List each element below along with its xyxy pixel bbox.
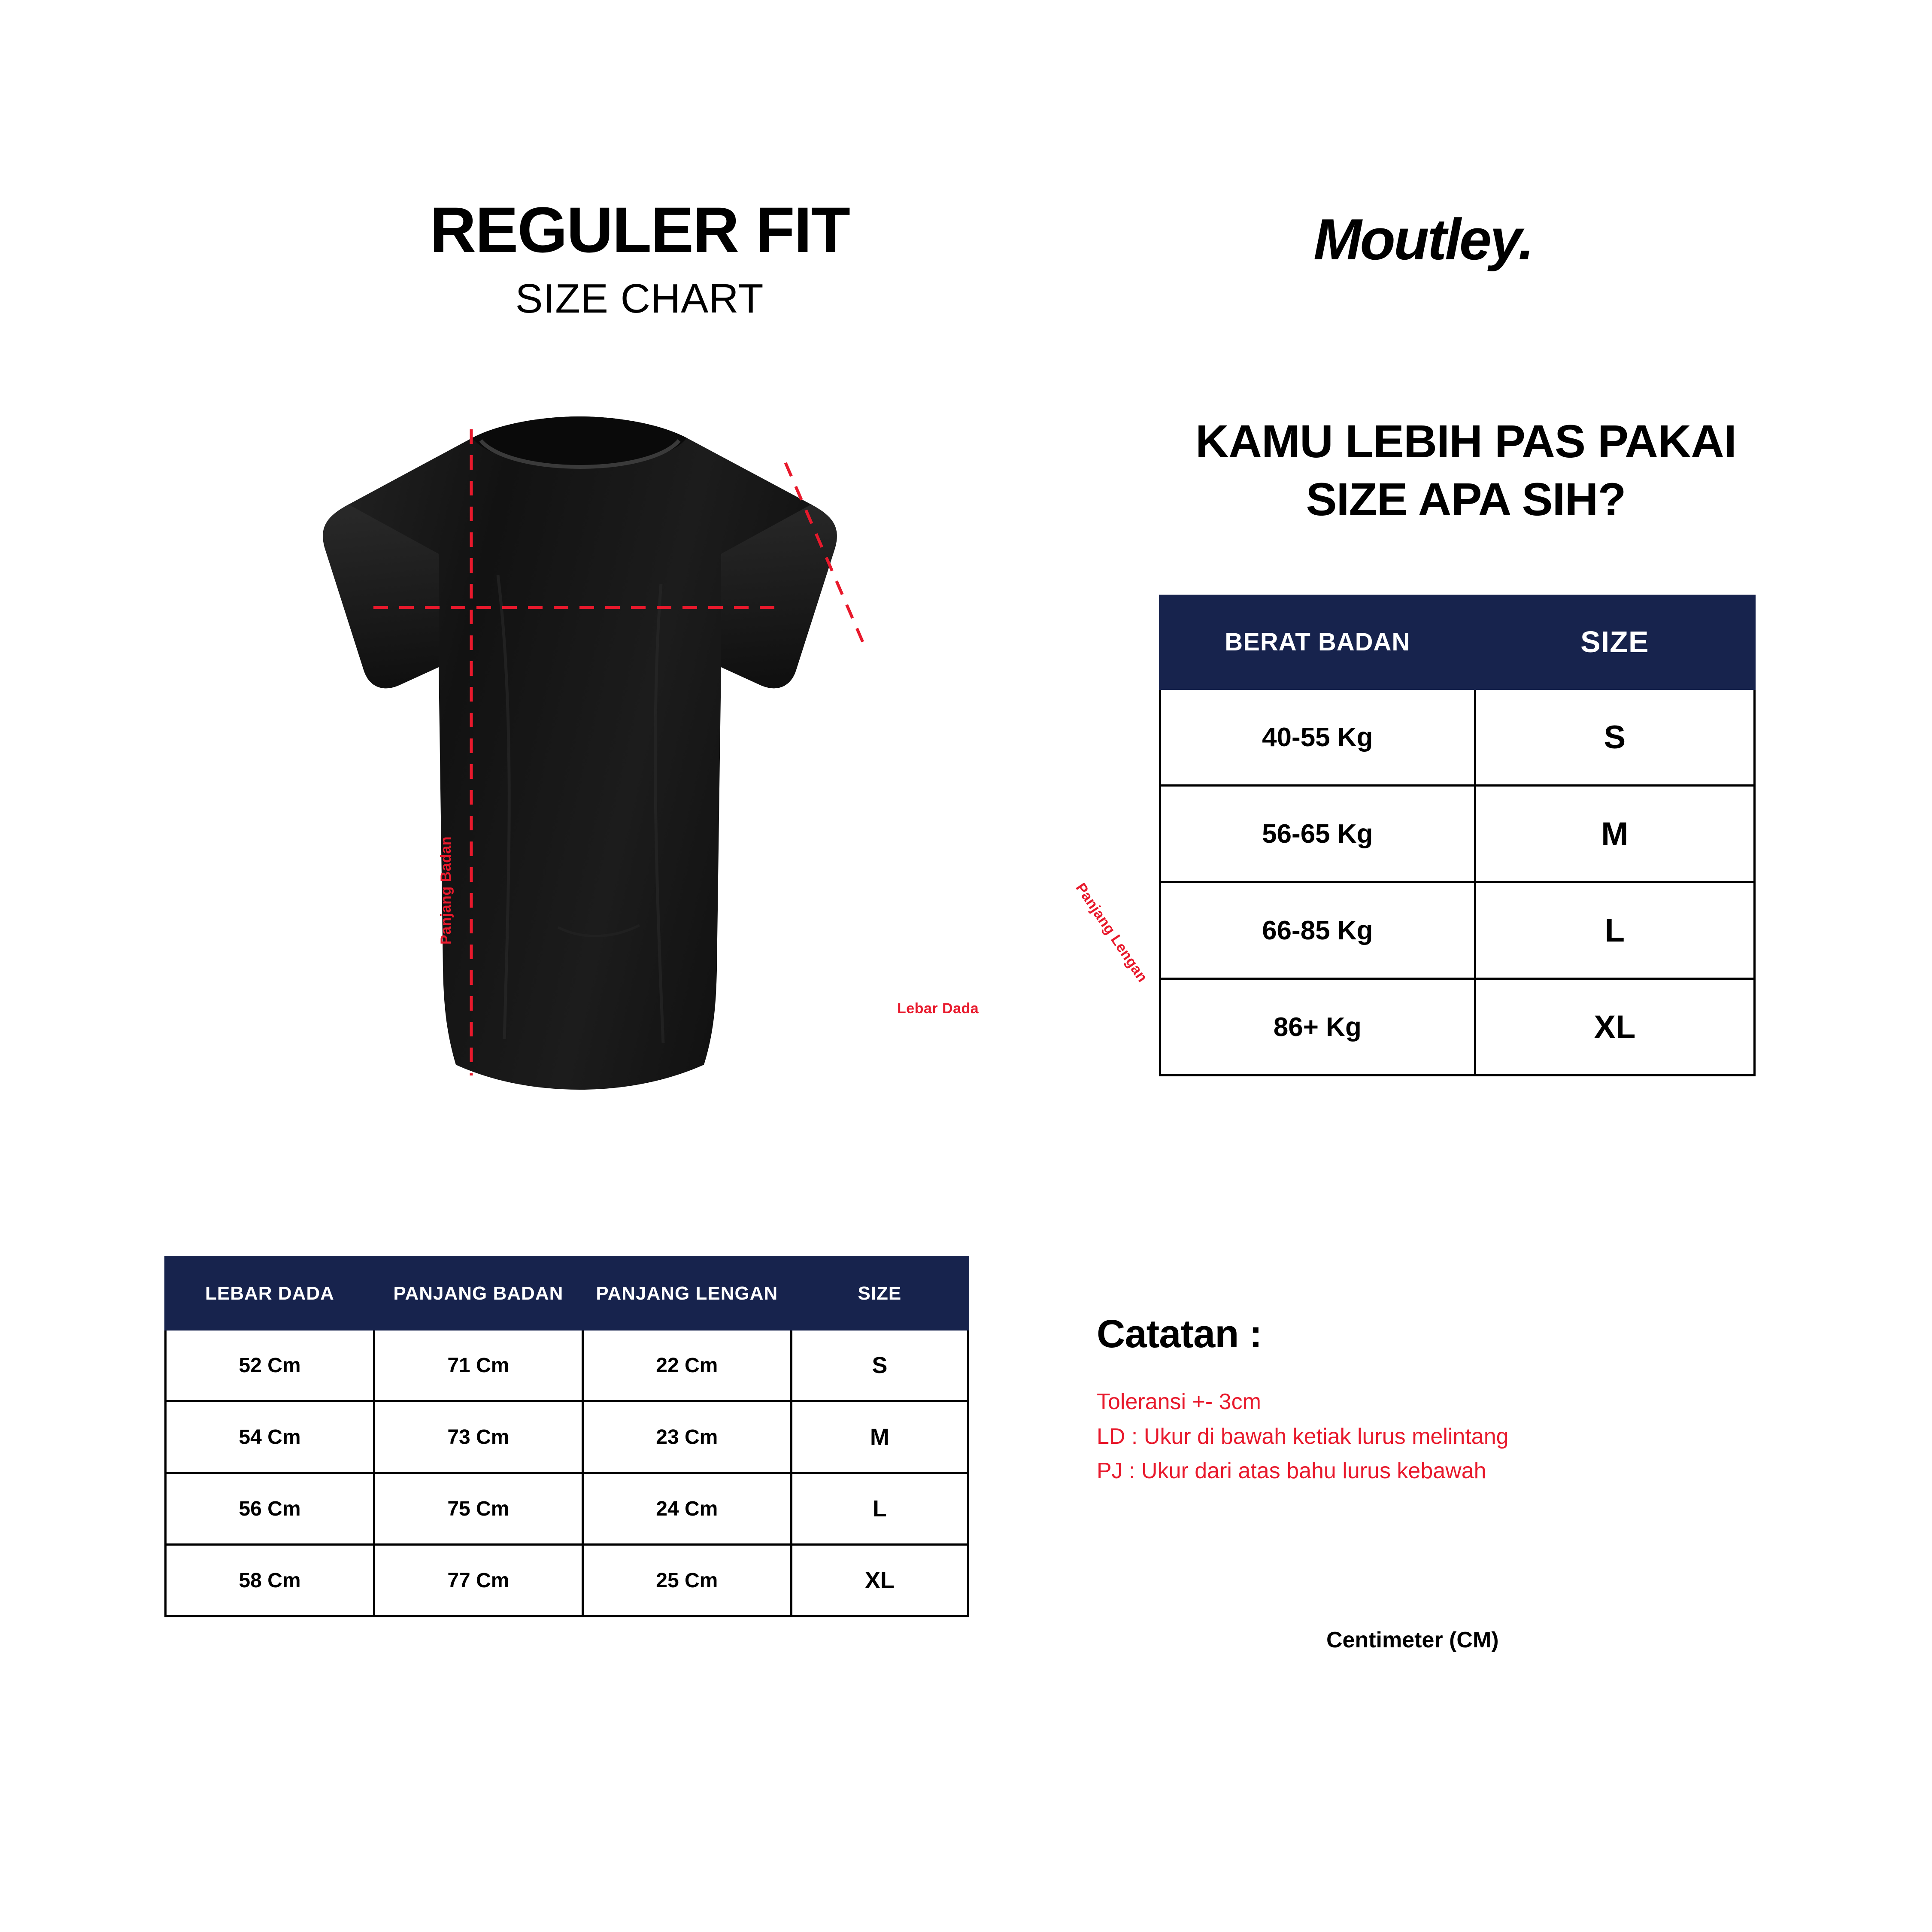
cell-lebar-dada: 58 Cm [166, 1545, 374, 1616]
label-panjang-lengan: Panjang Lengan [1072, 880, 1151, 985]
col-lebar-dada: LEBAR DADA [166, 1257, 374, 1330]
notes-title: Catatan : [1097, 1312, 1262, 1356]
page-subtitle: SIZE CHART [515, 276, 764, 322]
tshirt-icon [258, 412, 901, 1168]
title-block [318, 194, 961, 322]
question-heading: KAMU LEBIH PAS PAKAI SIZE APA SIH? [1195, 415, 1737, 525]
cell-size: M [791, 1401, 968, 1473]
cell-panjang-badan: 71 Cm [374, 1330, 582, 1401]
table-row [166, 1330, 968, 1401]
cell-lebar-dada: 56 Cm [166, 1473, 374, 1545]
table-header-row [166, 1257, 968, 1330]
cell-size: XL [1475, 979, 1754, 1075]
unit-note: Centimeter (CM) [1326, 1628, 1499, 1653]
cell-panjang-badan: 73 Cm [374, 1401, 582, 1473]
table-row [1160, 979, 1755, 1075]
note-line-3: PJ : Ukur dari atas bahu lurus kebawah [1097, 1458, 1486, 1484]
col-panjang-badan: PANJANG BADAN [374, 1257, 582, 1330]
col-size: SIZE [791, 1257, 968, 1330]
table-row [1160, 786, 1755, 882]
cell-panjang-lengan: 25 Cm [582, 1545, 791, 1616]
cell-berat-badan: 40-55 Kg [1160, 689, 1475, 786]
cell-panjang-lengan: 24 Cm [582, 1473, 791, 1545]
cell-panjang-lengan: 22 Cm [582, 1330, 791, 1401]
measurement-table [164, 1256, 969, 1617]
cell-berat-badan: 56-65 Kg [1160, 786, 1475, 882]
cell-berat-badan: 86+ Kg [1160, 979, 1475, 1075]
table-header-row [1160, 596, 1755, 689]
tshirt-illustration [258, 412, 1151, 1168]
col-berat-badan: BERAT BADAN [1160, 596, 1475, 689]
table-row [1160, 882, 1755, 979]
table-row [166, 1473, 968, 1545]
cell-panjang-badan: 77 Cm [374, 1545, 582, 1616]
cell-berat-badan: 66-85 Kg [1160, 882, 1475, 979]
cell-size: L [791, 1473, 968, 1545]
notes-body [1097, 1385, 1826, 1488]
table-row [166, 1545, 968, 1616]
cell-panjang-lengan: 23 Cm [582, 1401, 791, 1473]
cell-panjang-badan: 75 Cm [374, 1473, 582, 1545]
table-row [1160, 689, 1755, 786]
label-lebar-dada: Lebar Dada [897, 1000, 979, 1017]
note-line-2: LD : Ukur di bawah ketiak lurus melintang [1097, 1424, 1509, 1449]
table-row [166, 1401, 968, 1473]
cell-size: S [1475, 689, 1754, 786]
page-title: REGULER FIT [430, 194, 849, 266]
brand-logo: Moutley. [1313, 207, 1533, 272]
cell-lebar-dada: 54 Cm [166, 1401, 374, 1473]
weight-size-table [1159, 595, 1756, 1076]
cell-size: XL [791, 1545, 968, 1616]
cell-size: S [791, 1330, 968, 1401]
col-panjang-lengan: PANJANG LENGAN [582, 1257, 791, 1330]
col-size: SIZE [1475, 596, 1754, 689]
cell-lebar-dada: 52 Cm [166, 1330, 374, 1401]
label-panjang-badan: Panjang Badan [438, 836, 454, 945]
note-line-1: Toleransi +- 3cm [1097, 1389, 1261, 1414]
cell-size: M [1475, 786, 1754, 882]
cell-size: L [1475, 882, 1754, 979]
